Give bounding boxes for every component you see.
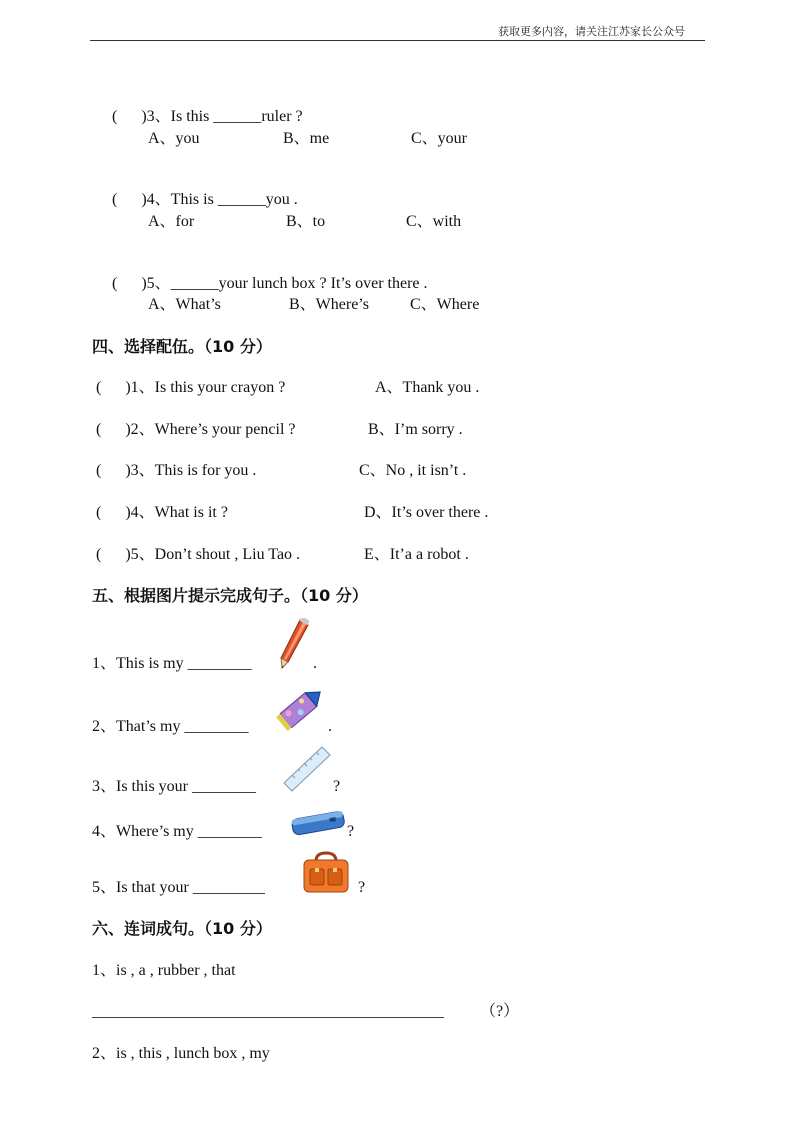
picture-item-5: 5、Is that your _________ (92, 879, 265, 896)
option-c: C、Where (410, 296, 480, 313)
answer-bracket[interactable]: ( ) (112, 108, 147, 125)
header-text: 获取更多内容，请关注江苏家长公众号 (498, 26, 685, 38)
question-3: ( )3、Is this ______ruler ? (112, 108, 303, 125)
answer-blank[interactable]: ______ (213, 108, 262, 125)
option-b: B、Where’s (289, 296, 369, 313)
answer-bracket[interactable]: ( ) (112, 275, 147, 292)
answer-bracket[interactable]: ( ) (96, 546, 131, 563)
crayon-icon (274, 682, 328, 734)
answer-bracket[interactable]: ( ) (112, 191, 147, 208)
answer-bracket[interactable]: ( ) (96, 379, 131, 396)
match-answer: E、It’a a robot . (364, 546, 469, 563)
answer-bracket[interactable]: ( ) (96, 421, 131, 438)
picture-item-1: 1、This is my ________ (92, 655, 252, 672)
ruler-icon (282, 745, 332, 793)
option-a: A、for (148, 213, 195, 230)
picture-item-2: 2、That’s my ________ (92, 718, 249, 735)
answer-blank[interactable]: ________ (197, 823, 262, 840)
match-answer: D、It’s over there . (364, 504, 489, 521)
pencil-case-icon (290, 807, 348, 837)
answer-blank[interactable]: ______ (170, 275, 219, 292)
match-row: ( )4、What is it ? (96, 504, 228, 521)
answer-blank[interactable]: ________ (184, 718, 249, 735)
match-answer: A、Thank you . (375, 379, 480, 396)
question-4: ( )4、This is ______you . (112, 191, 298, 208)
header-divider (90, 40, 705, 41)
match-answer: B、I’m sorry . (368, 421, 463, 438)
section-5-title: 五、根据图片提示完成句子。（10 分） (92, 586, 368, 605)
match-row: ( )5、Don’t shout , Liu Tao . (96, 546, 301, 563)
match-row: ( )3、This is for you . (96, 462, 257, 479)
option-c: C、with (406, 213, 462, 230)
section-4-title: 四、选择配伍。（10 分） (92, 337, 272, 356)
pencil-icon (278, 618, 312, 670)
question-5: ( )5、______your lunch box ? It’s over there . (112, 275, 428, 292)
answer-blank[interactable]: ______ (217, 191, 266, 208)
picture-item-4: 4、Where’s my ________ (92, 823, 262, 840)
option-a: A、you (148, 130, 200, 147)
answer-blank[interactable]: ________ (192, 778, 257, 795)
answer-bracket[interactable]: ( ) (96, 504, 131, 521)
sentence-words-1: 1、is , a , rubber , that (92, 962, 236, 979)
match-answer: C、No , it isn’t . (359, 462, 467, 479)
sentence-words-2: 2、is , this , lunch box , my (92, 1045, 270, 1062)
picture-item-3: 3、Is this your ________ (92, 778, 257, 795)
punctuation-hint: （?） (480, 1003, 520, 1020)
answer-line[interactable]: ____________________________________________ (92, 1003, 444, 1020)
option-b: B、to (286, 213, 326, 230)
option-c: C、your (411, 130, 468, 147)
answer-blank[interactable]: ________ (187, 655, 252, 672)
section-6-title: 六、连词成句。（10 分） (92, 919, 272, 938)
option-a: A、What’s (148, 296, 221, 313)
answer-blank[interactable]: _________ (192, 879, 265, 896)
schoolbag-icon (300, 851, 352, 895)
match-row: ( )2、Where’s your pencil ? (96, 421, 296, 438)
answer-bracket[interactable]: ( ) (96, 462, 131, 479)
match-row: ( )1、Is this your crayon ? (96, 379, 286, 396)
option-b: B、me (283, 130, 330, 147)
